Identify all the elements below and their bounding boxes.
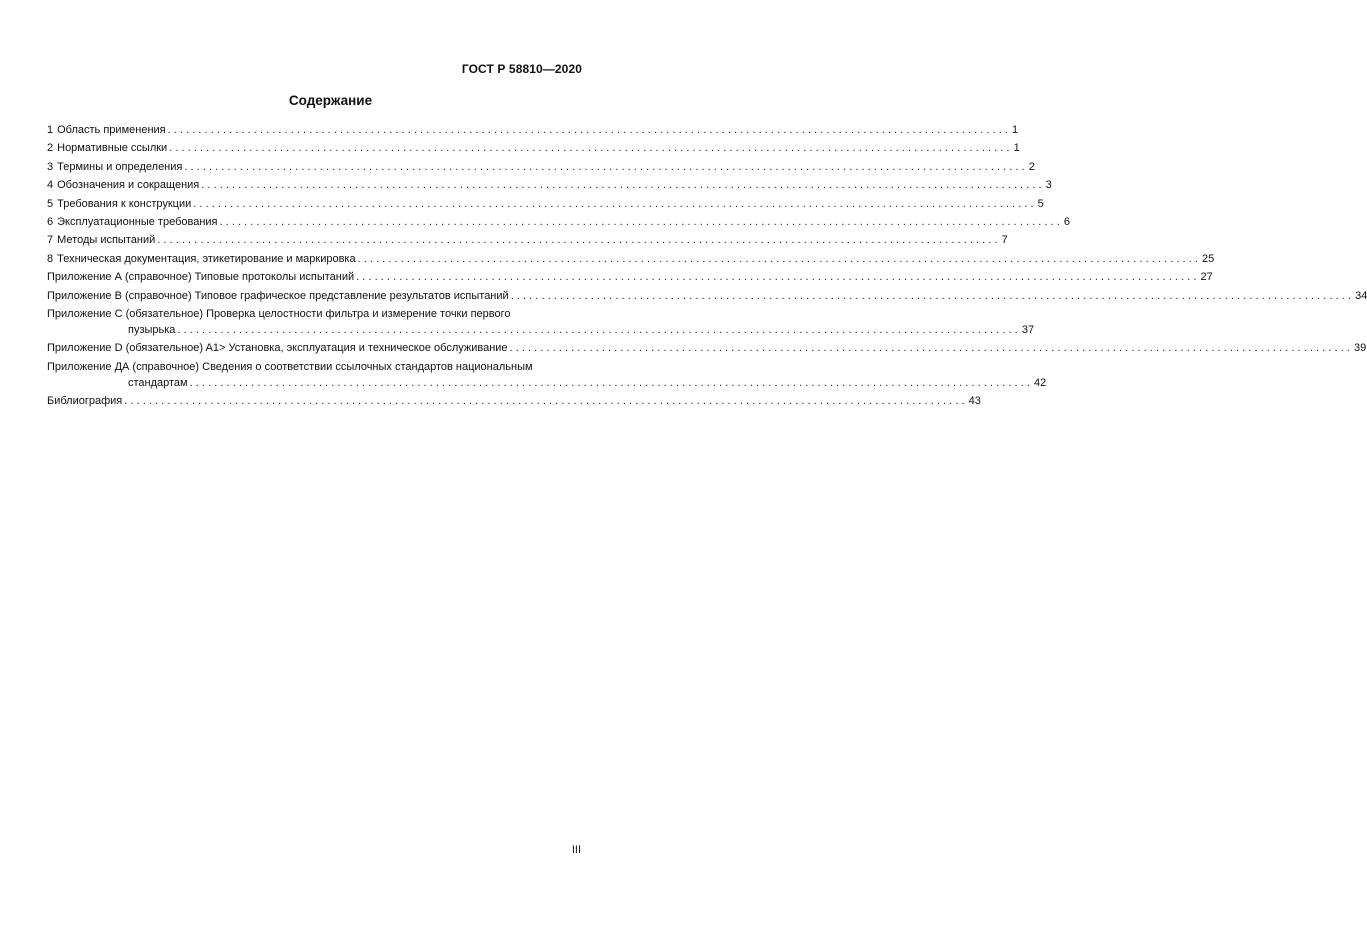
toc-entry-title: Приложение D (обязательное) A1> Установка, эксплуатация и техническое обслуживание (47, 342, 508, 355)
toc-entry-appendix-c[interactable] (47, 306, 1035, 338)
toc-entry-title: Методы испытаний (57, 234, 156, 247)
dot-leader: ......................................................................................................................................... (177, 323, 1021, 336)
toc-entry-page: 27 (1200, 271, 1213, 284)
dot-leader: ......................................................................................................................................... (357, 252, 1202, 265)
toc-entry-1[interactable] (47, 122, 1019, 138)
toc-entry-appendix-b[interactable] (47, 288, 1367, 304)
toc-entry-title: Эксплуатационные требования (57, 215, 218, 228)
toc-entry-title: Термины и определения (57, 160, 183, 173)
toc-entry-page: 43 (968, 395, 981, 408)
dot-leader: ......................................................................................................................................... (189, 376, 1034, 389)
toc-entry-5[interactable] (47, 196, 1044, 212)
page-number: III (571, 844, 581, 856)
page-title: Содержание (288, 93, 373, 108)
toc-entry-title: Требования к конструкции (57, 197, 192, 210)
dot-leader: ......................................................................................................................................... (356, 271, 1200, 284)
dot-leader: ......................................................................................................................................... (219, 215, 1063, 228)
dot-leader: ......................................................................................................................................... (169, 142, 1013, 155)
toc-entry-number: 1 (47, 124, 54, 136)
toc-entry-number: 4 (47, 179, 54, 192)
toc-entry-page: 3 (1045, 179, 1052, 192)
toc-entry-number: 6 (47, 215, 54, 228)
dot-leader: ......................................................................................................................................... (193, 197, 1037, 210)
dot-leader: ......................................................................................................................................... (510, 289, 1355, 302)
toc-entry-page: 5 (1037, 197, 1044, 210)
dot-leader: ......................................................................................................................................... (184, 160, 1028, 173)
dot-leader: ......................................................................................................................................... (167, 124, 1012, 136)
toc-entry-title-first-line: Приложение С (обязательное) Проверка целостности фильтра и измерение точки первого (47, 307, 511, 320)
toc-entry-title-continuation: пузырька (128, 323, 176, 336)
toc-entry-page: 34 (1355, 289, 1367, 302)
toc-entry-8[interactable] (47, 251, 1215, 267)
standard-id: ГОСТ Р 58810—2020 (461, 62, 582, 76)
toc-entry-page: 2 (1028, 160, 1035, 173)
toc-entry-2[interactable] (47, 140, 1020, 156)
toc-entry-page: 25 (1202, 252, 1215, 265)
toc-entry-6[interactable] (47, 214, 1071, 230)
toc-entry-number: 2 (47, 142, 54, 155)
toc-entry-3[interactable] (47, 159, 1035, 175)
toc-entry-page: 39 (1353, 342, 1367, 355)
toc-entry-number: 8 (47, 252, 54, 265)
toc-entry-appendix-d[interactable] (47, 340, 1367, 356)
toc-entry-number: 3 (47, 160, 54, 173)
dot-leader: ......................................................................................................................................... (124, 395, 968, 408)
toc-entry-7[interactable] (47, 232, 1008, 248)
toc-entry-page: 7 (1001, 234, 1008, 247)
toc-entry-number: 5 (47, 197, 54, 210)
toc-entry-title: Обозначения и сокращения (57, 179, 200, 192)
toc-entry-appendix-a[interactable] (47, 269, 1213, 285)
toc-entry-number: 7 (47, 234, 54, 247)
dot-leader: ......................................................................................................................................... (157, 234, 1001, 247)
toc-entry-title: Приложение В (справочное) Типовое графическое представление результатов испытаний (47, 289, 509, 302)
toc-entry-bibliography[interactable] (47, 393, 981, 409)
toc-entry-page: 1 (1012, 124, 1019, 136)
toc-entry-page: 6 (1063, 215, 1071, 228)
dot-leader: ......................................................................................................................................... (201, 179, 1045, 192)
toc-entry-title-first-line: Приложение ДА (справочное) Сведения о соответствии ссылочных стандартов национальным (47, 360, 533, 373)
toc-entry-title: Приложение А (справочное) Типовые протоколы испытаний (47, 271, 355, 284)
table-of-contents (47, 122, 1367, 411)
toc-entry-4[interactable] (47, 177, 1052, 193)
toc-entry-page: 42 (1034, 376, 1047, 389)
dot-leader: ......................................................................................................................................... (509, 342, 1353, 355)
toc-entry-title: Техническая документация, этикетирование и маркировка (57, 252, 356, 265)
toc-entry-page: 37 (1021, 323, 1035, 336)
toc-entry-title: Область применения (57, 124, 166, 136)
toc-entry-page: 1 (1013, 142, 1020, 155)
toc-entry-title: Библиография (47, 395, 123, 408)
toc-entry-title: Нормативные ссылки (57, 142, 168, 155)
toc-entry-appendix-da[interactable] (47, 359, 1047, 391)
toc-entry-title-continuation: стандартам (128, 376, 188, 389)
